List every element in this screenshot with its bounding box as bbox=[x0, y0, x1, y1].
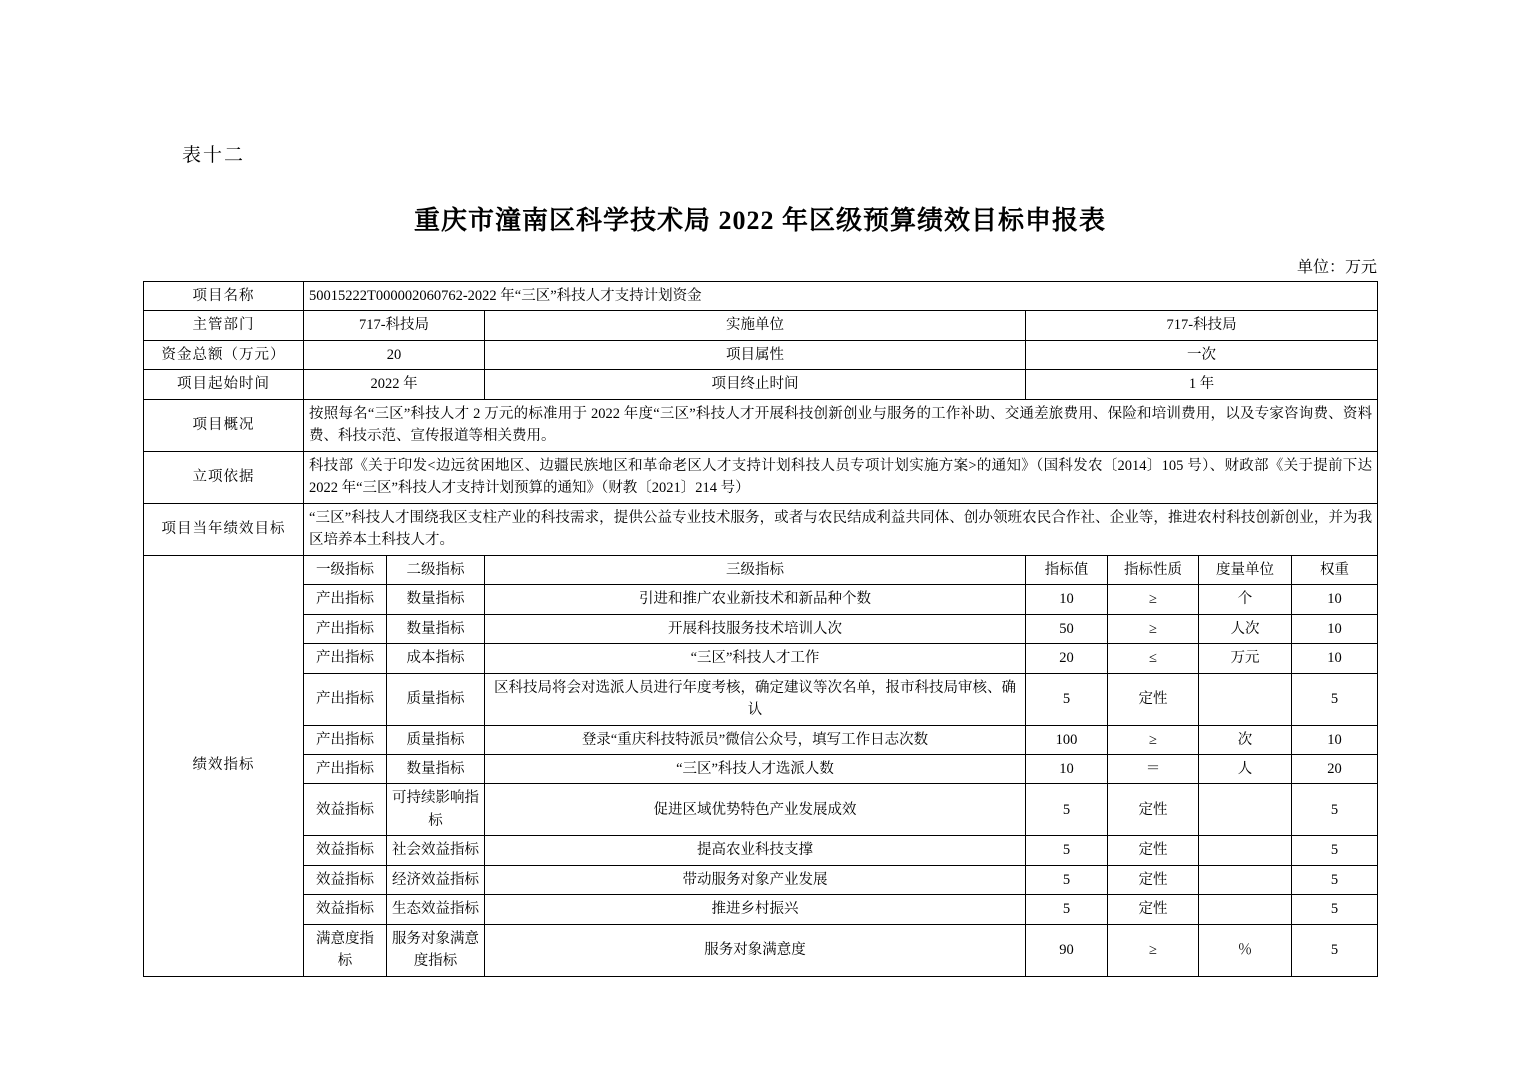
table-row bbox=[144, 836, 1378, 865]
annual-goal-label: 项目当年绩效目标 bbox=[144, 503, 304, 555]
project-name-value: 50015222T000002060762-2022 年“三区”科技人才支持计划资金 bbox=[304, 282, 1378, 311]
cell-nature: 定性 bbox=[1108, 673, 1199, 725]
cell-level1: 产出指标 bbox=[304, 725, 387, 754]
end-value: 1 年 bbox=[1026, 370, 1378, 399]
cell-level1: 产出指标 bbox=[304, 614, 387, 643]
col-header-level2: 二级指标 bbox=[387, 555, 485, 584]
cell-unit: 万元 bbox=[1199, 644, 1292, 673]
cell-value: 50 bbox=[1026, 614, 1108, 643]
overview-value: 按照每名“三区”科技人才 2 万元的标准用于 2022 年度“三区”科技人才开展科技创新创业与服务的工作补助、交通差旅费用、保险和培训费用，以及专家咨询费、资料费、科技示范、宣传报道等相关费用。 bbox=[304, 399, 1378, 451]
table-row bbox=[144, 725, 1378, 754]
cell-nature: ≥ bbox=[1108, 614, 1199, 643]
table-row-amount bbox=[144, 340, 1378, 369]
cell-level3: 登录“重庆科技特派员”微信公众号，填写工作日志次数 bbox=[485, 725, 1026, 754]
cell-level1: 效益指标 bbox=[304, 865, 387, 894]
amount-value: 20 bbox=[304, 340, 485, 369]
table-row bbox=[144, 924, 1378, 976]
cell-nature: ≤ bbox=[1108, 644, 1199, 673]
table-row bbox=[144, 614, 1378, 643]
cell-level1: 产出指标 bbox=[304, 673, 387, 725]
table-row bbox=[144, 644, 1378, 673]
cell-level3: 区科技局将会对选派人员进行年度考核，确定建议等次名单，报市科技局审核、确认 bbox=[485, 673, 1026, 725]
cell-level3: “三区”科技人才选派人数 bbox=[485, 754, 1026, 783]
cell-level3: 开展科技服务技术培训人次 bbox=[485, 614, 1026, 643]
cell-value: 5 bbox=[1026, 673, 1108, 725]
table-label: 表十二 bbox=[182, 145, 246, 166]
basis-label: 立项依据 bbox=[144, 451, 304, 503]
indicator-header-row bbox=[144, 555, 1378, 584]
table-row bbox=[144, 784, 1378, 836]
annual-goal-value: “三区”科技人才围绕我区支柱产业的科技需求，提供公益专业技术服务，或者与农民结成利益共同体、创办领班农民合作社、企业等，推进农村科技创新创业，并为我区培养本土科技人才。 bbox=[304, 503, 1378, 555]
dept-label: 主管部门 bbox=[144, 311, 304, 340]
table-row-basis bbox=[144, 451, 1378, 503]
col-header-unit: 度量单位 bbox=[1199, 555, 1292, 584]
cell-unit: 次 bbox=[1199, 725, 1292, 754]
table-row-project-name bbox=[144, 282, 1378, 311]
cell-level3: 引进和推广农业新技术和新品种个数 bbox=[485, 585, 1026, 614]
table-row-department bbox=[144, 311, 1378, 340]
cell-weight: 5 bbox=[1292, 673, 1378, 725]
cell-weight: 10 bbox=[1292, 725, 1378, 754]
overview-label: 项目概况 bbox=[144, 399, 304, 451]
cell-level1: 效益指标 bbox=[304, 784, 387, 836]
cell-weight: 10 bbox=[1292, 644, 1378, 673]
cell-level3: 带动服务对象产业发展 bbox=[485, 865, 1026, 894]
col-header-nature: 指标性质 bbox=[1108, 555, 1199, 584]
cell-nature: ≥ bbox=[1108, 924, 1199, 976]
cell-value: 5 bbox=[1026, 895, 1108, 924]
cell-unit: 人 bbox=[1199, 754, 1292, 783]
cell-level3: 促进区域优势特色产业发展成效 bbox=[485, 784, 1026, 836]
cell-weight: 5 bbox=[1292, 865, 1378, 894]
cell-unit bbox=[1199, 784, 1292, 836]
cell-weight: 20 bbox=[1292, 754, 1378, 783]
unit-note: 单位：万元 bbox=[1296, 259, 1377, 276]
cell-unit: 个 bbox=[1199, 585, 1292, 614]
cell-level2: 生态效益指标 bbox=[387, 895, 485, 924]
cell-unit: 人次 bbox=[1199, 614, 1292, 643]
table-row-overview bbox=[144, 399, 1378, 451]
cell-nature: ≥ bbox=[1108, 725, 1199, 754]
cell-unit bbox=[1199, 895, 1292, 924]
cell-level1: 产出指标 bbox=[304, 754, 387, 783]
cell-nature: 定性 bbox=[1108, 865, 1199, 894]
table-row-annual-goal bbox=[144, 503, 1378, 555]
cell-level3: 推进乡村振兴 bbox=[485, 895, 1026, 924]
cell-level3: 服务对象满意度 bbox=[485, 924, 1026, 976]
basis-value: 科技部《关于印发<边远贫困地区、边疆民族地区和革命老区人才支持计划科技人员专项计划实施方案>的通知》（国科发农〔2014〕105 号）、财政部《关于提前下达 2022 年“三区”科技人才支持计划预算的通知》（财教〔2021〕214 号） bbox=[304, 451, 1378, 503]
cell-nature: 定性 bbox=[1108, 784, 1199, 836]
cell-level3: “三区”科技人才工作 bbox=[485, 644, 1026, 673]
table-row bbox=[144, 585, 1378, 614]
col-header-weight: 权重 bbox=[1292, 555, 1378, 584]
page-title: 重庆市潼南区科学技术局 2022 年区级预算绩效目标申报表 bbox=[413, 206, 1106, 235]
budget-performance-table bbox=[143, 281, 1378, 977]
attr-value: 一次 bbox=[1026, 340, 1378, 369]
cell-weight: 10 bbox=[1292, 614, 1378, 643]
cell-unit bbox=[1199, 865, 1292, 894]
attr-label: 项目属性 bbox=[485, 340, 1026, 369]
cell-value: 10 bbox=[1026, 754, 1108, 783]
cell-level2: 质量指标 bbox=[387, 725, 485, 754]
cell-level2: 质量指标 bbox=[387, 673, 485, 725]
cell-level1: 产出指标 bbox=[304, 644, 387, 673]
cell-level1: 效益指标 bbox=[304, 895, 387, 924]
start-value: 2022 年 bbox=[304, 370, 485, 399]
start-label: 项目起始时间 bbox=[144, 370, 304, 399]
cell-level3: 提高农业科技支撑 bbox=[485, 836, 1026, 865]
cell-level2: 服务对象满意度指标 bbox=[387, 924, 485, 976]
cell-nature: 定性 bbox=[1108, 895, 1199, 924]
cell-nature: ≥ bbox=[1108, 585, 1199, 614]
cell-unit: ％ bbox=[1199, 924, 1292, 976]
col-header-level1: 一级指标 bbox=[304, 555, 387, 584]
cell-value: 90 bbox=[1026, 924, 1108, 976]
cell-level1: 效益指标 bbox=[304, 836, 387, 865]
cell-level1: 满意度指标 bbox=[304, 924, 387, 976]
impl-unit-label: 实施单位 bbox=[485, 311, 1026, 340]
cell-value: 5 bbox=[1026, 836, 1108, 865]
cell-level2: 可持续影响指标 bbox=[387, 784, 485, 836]
table-row bbox=[144, 754, 1378, 783]
cell-level1: 产出指标 bbox=[304, 585, 387, 614]
cell-weight: 5 bbox=[1292, 924, 1378, 976]
cell-unit bbox=[1199, 673, 1292, 725]
cell-value: 20 bbox=[1026, 644, 1108, 673]
cell-level2: 成本指标 bbox=[387, 644, 485, 673]
table-row bbox=[144, 895, 1378, 924]
col-header-value: 指标值 bbox=[1026, 555, 1108, 584]
impl-unit-value: 717-科技局 bbox=[1026, 311, 1378, 340]
table-row-time bbox=[144, 370, 1378, 399]
cell-nature: 定性 bbox=[1108, 836, 1199, 865]
cell-value: 5 bbox=[1026, 865, 1108, 894]
cell-level2: 数量指标 bbox=[387, 754, 485, 783]
cell-level2: 经济效益指标 bbox=[387, 865, 485, 894]
cell-nature: ＝ bbox=[1108, 754, 1199, 783]
cell-weight: 10 bbox=[1292, 585, 1378, 614]
cell-value: 100 bbox=[1026, 725, 1108, 754]
cell-weight: 5 bbox=[1292, 895, 1378, 924]
cell-unit bbox=[1199, 836, 1292, 865]
cell-value: 10 bbox=[1026, 585, 1108, 614]
cell-weight: 5 bbox=[1292, 784, 1378, 836]
cell-value: 5 bbox=[1026, 784, 1108, 836]
table-row bbox=[144, 673, 1378, 725]
end-label: 项目终止时间 bbox=[485, 370, 1026, 399]
cell-level2: 数量指标 bbox=[387, 585, 485, 614]
amount-label: 资金总额（万元） bbox=[144, 340, 304, 369]
cell-weight: 5 bbox=[1292, 836, 1378, 865]
indicators-label: 绩效指标 bbox=[144, 555, 304, 976]
col-header-level3: 三级指标 bbox=[485, 555, 1026, 584]
table-row bbox=[144, 865, 1378, 894]
cell-level2: 社会效益指标 bbox=[387, 836, 485, 865]
cell-level2: 数量指标 bbox=[387, 614, 485, 643]
dept-value: 717-科技局 bbox=[304, 311, 485, 340]
project-name-label: 项目名称 bbox=[144, 282, 304, 311]
